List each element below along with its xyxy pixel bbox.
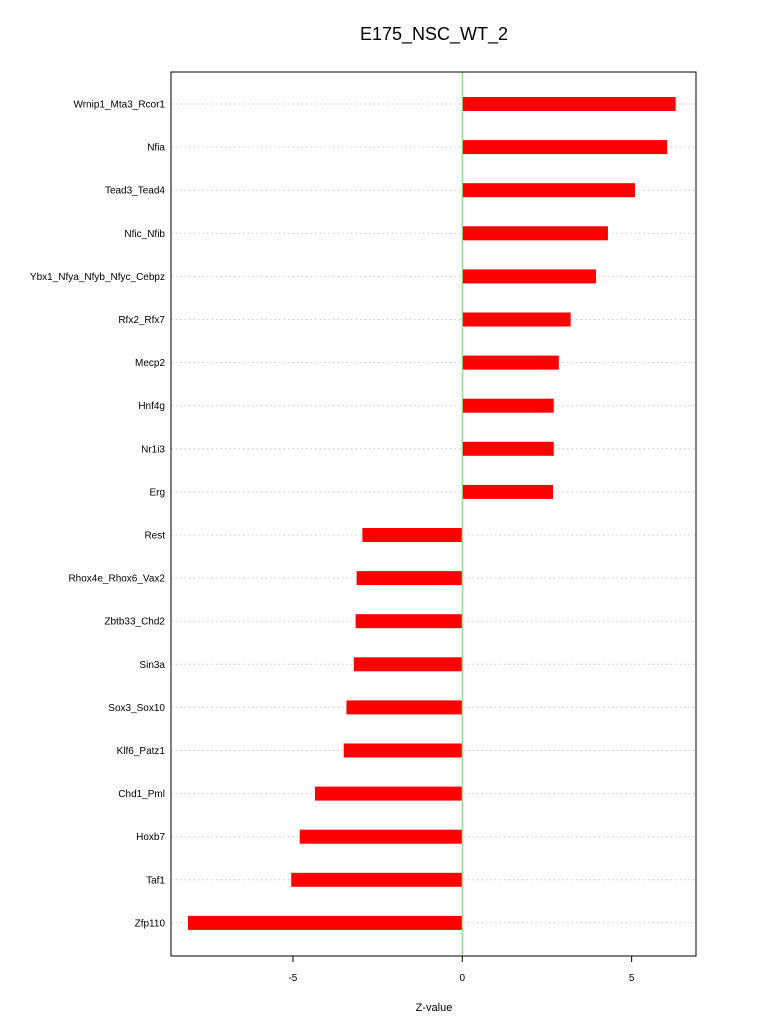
bar [346,700,462,714]
category-label: Klf6_Patz1 [116,746,165,757]
category-label: Nr1i3 [141,444,165,456]
category-label: Mecp2 [134,358,165,370]
category-label: Zfp110 [134,918,165,930]
category-label: Hoxb7 [136,832,165,844]
x-tick-label: 0 [459,973,466,984]
bar [291,873,462,887]
category-label: Zbtb33_Chd2 [104,616,165,628]
bar [462,356,559,370]
bar [462,140,667,154]
category-label: Ybx1_Nfya_Nfyb_Nfyc_Cebpz [29,271,165,283]
category-label: Tead3_Tead4 [104,185,165,197]
category-label: Sin3a [139,659,165,671]
bar [315,787,462,801]
x-tick-label: 5 [628,973,635,984]
bar [462,442,553,456]
bar-layer [188,97,676,930]
plot-frame [171,72,696,956]
category-labels [30,100,166,930]
x-axis [288,956,634,984]
category-label: Rhox4e_Rhox6_Vax2 [68,573,165,585]
category-label: Rest [144,530,165,542]
category-label: Rfx2_Rfx7 [118,315,165,326]
bar [462,97,675,111]
x-axis-title: Z-value [415,1002,453,1014]
bar [354,657,462,671]
category-label: Wrnip1_Mta3_Rcor1 [73,99,165,111]
bar [462,485,553,499]
bar [357,571,463,585]
bar [462,226,608,240]
x-tick-label: -5 [288,973,298,984]
bar [344,744,463,758]
category-label: Nfia [147,142,165,154]
bar [356,614,463,628]
category-label: Taf1 [146,875,165,887]
bar [462,183,635,197]
bar [462,269,596,283]
chart-title: E175_NSC_WT_2 [359,24,509,44]
bar [300,830,463,844]
bar [462,313,570,327]
category-label: Hnf4g [138,401,165,413]
category-label: Sox3_Sox10 [108,702,165,714]
category-label: Chd1_Pml [118,789,165,801]
bar [188,916,462,930]
bar [362,528,462,542]
bar [462,399,553,413]
category-label: Erg [149,487,165,499]
category-label: Nfic_Nfib [124,228,165,240]
